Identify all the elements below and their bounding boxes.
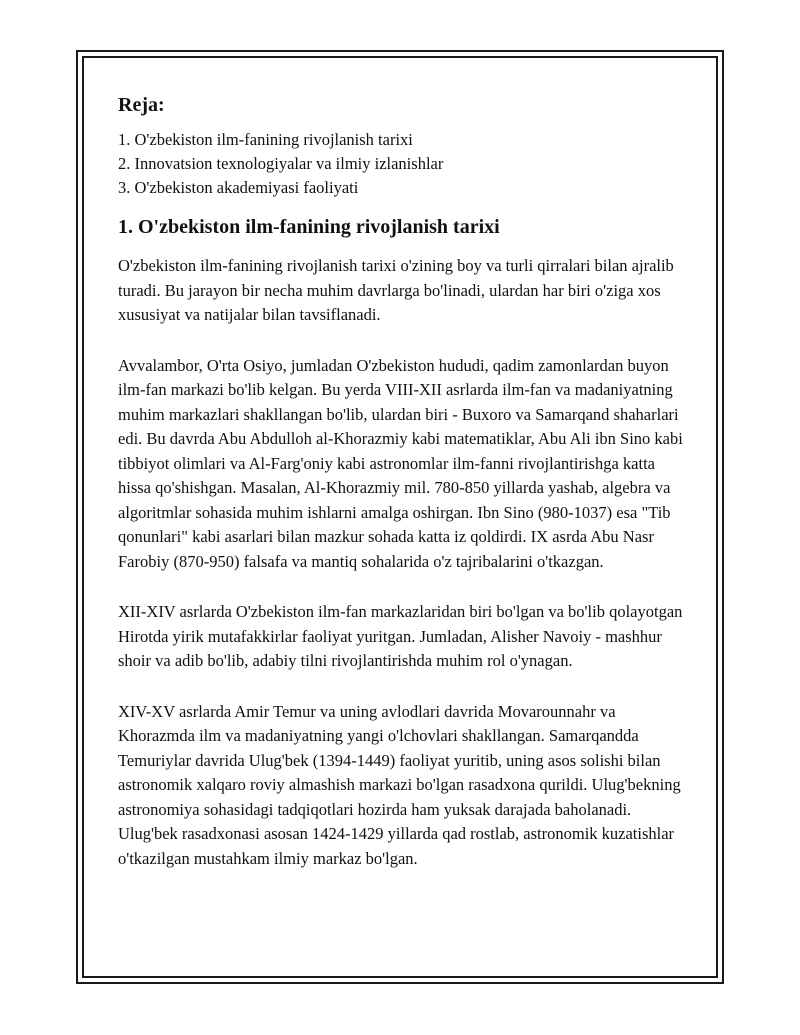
- paragraph-timurid: XIV-XV asrlarda Amir Temur va uning avlodlari davrida Movarounnahr va Khorazmda ilm va madaniyatning yangi o'lchovlari shakllangan. Samarqandda Temuriylar davrida Ulug'bek (1394-1449) faoliyat yuritib, uning asos solishi bilan astronomik xalqaro roviy almashish markazi bo'lgan rasadxona qurildi. Ulug'bekning astronomiya sohasidagi tadqiqotlari hozirda ham yuksak darajada baholanadi. Ulug'bek rasadxonasi asosan 1424-1429 yillarda qad rostlab, astronomik kuzatishlar o'tkazilgan mustahkam ilmiy markaz bo'lgan.: [118, 701, 681, 868]
- document-content: [118, 92, 690, 897]
- plan-heading: Reja:: [118, 94, 165, 116]
- paragraph-medieval-scholars: Avvalambor, O'rta Osiyo, jumladan O'zbekiston hududi, qadim zamonlardan buyon ilm-fan markazi bo'lib kelgan. Bu yerda VIII-XII asrlarda ilm-fan va madaniyatning muhim markazlari shakllangan bo'lib, ulardan biri - Buxoro va Samarqand shaharlari edi. Bu davrda Abu Abdulloh al-Khorazmiy kabi matematiklar, Abu Ali ibn Sino kabi tibbiyot olimlari va Al-Farg'oniy kabi astronomlar ilm-fanni rivojlantirishga katta hissa qo'shishgan. Masalan, Al-Khorazmiy mil. 780-850 yillarda yashab, algebra va algoritmlar sohasida muhim ishlarni amalga oshirgan. Ibn Sino (980-1037) esa "Tib qonunlari" kabi asarlari bilan mazkur sohada katta iz qoldirdi. IX asrda Abu Nasr Farobiy (870-950) falsafa va mantiq sohalarida o'z tajribalarini o'tkazgan.: [118, 355, 683, 571]
- plan-list: [118, 128, 690, 200]
- section-heading: 1. O'zbekiston ilm-fanining rivojlanish tarixi: [118, 216, 500, 238]
- paragraph-intro: O'zbekiston ilm-fanining rivojlanish tarixi o'zining boy va turli qirralari bilan ajralib turadi. Bu jarayon bir necha muhim davrlarga bo'linadi, ulardan har biri o'ziga xos xususiyat va natijalar bilan tavsiflanadi.: [118, 256, 674, 324]
- paragraph-herat: XII-XIV asrlarda O'zbekiston ilm-fan markazlaridan biri bo'lgan va bo'lib qolayotgan Hirotda yirik mutafakkirlar faoliyat yuritgan. Jumladan, Alisher Navoiy - mashhur shoir va adib bo'lib, adabiy tilni rivojlantirishda muhim rol o'ynagan.: [118, 602, 683, 670]
- plan-item-2: 2. Innovatsion texnologiyalar va ilmiy izlanishlar: [118, 154, 444, 173]
- plan-item-1: 1. O'zbekiston ilm-fanining rivojlanish tarixi: [118, 130, 413, 149]
- plan-item-3: 3. O'zbekiston akademiyasi faoliyati: [118, 178, 359, 197]
